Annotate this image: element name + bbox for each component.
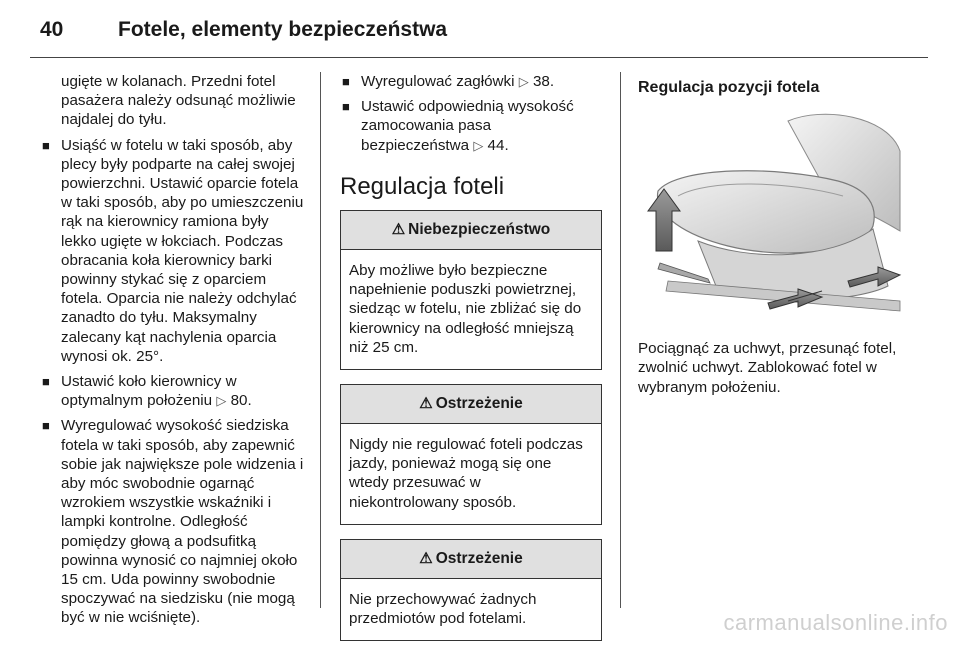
- figure-caption: Pociągnąć za uchwyt, przesunąć fotel, zwolnić uchwyt. Zablokować fotel w wybranym położeniu.: [638, 340, 897, 396]
- page-title: Fotele, elementy bezpieczeństwa: [118, 18, 448, 41]
- warning-title: Niebezpieczeństwo: [408, 221, 551, 239]
- warning-text: Nigdy nie regulować foteli podczas jazdy, ponieważ mogą się one wtedy przesuwać w niekontrolowany sposób.: [349, 436, 583, 511]
- subsection-heading: Regulacja pozycji fotela: [638, 79, 820, 96]
- page-reference[interactable]: 44.: [487, 136, 509, 154]
- list-item: [40, 372, 306, 410]
- warning-box: [340, 539, 602, 641]
- list-item: [40, 416, 306, 627]
- warning-header: [341, 540, 601, 579]
- page-reference[interactable]: 80.: [230, 392, 252, 410]
- header-divider: [30, 57, 928, 58]
- warning-header: [341, 211, 601, 250]
- column-divider: [620, 72, 621, 608]
- warning-title: Ostrzeżenie: [435, 550, 523, 568]
- list-item-text: Wyregulować zagłówki: [361, 73, 515, 90]
- watermark: carmanualsonline.info: [723, 610, 948, 635]
- list-item-text: Ustawić odpowiednią wysokość zamocowania pasa bezpieczeństwa: [361, 98, 574, 154]
- square-bullet-icon: ■: [42, 418, 50, 434]
- list-item-text: Ustawić koło kierownicy w optymalnym położeniu: [61, 373, 237, 410]
- page-number: 40: [40, 18, 64, 41]
- section-heading: Regulacja foteli: [340, 172, 505, 200]
- seat-adjustment-illustration: [638, 111, 902, 321]
- page-header: [0, 0, 960, 60]
- square-bullet-icon: ■: [42, 374, 50, 390]
- danger-box: [340, 210, 602, 370]
- list-item: [340, 97, 602, 155]
- warning-header: [341, 385, 601, 424]
- reference-triangle-icon: ▷: [473, 137, 484, 153]
- warning-triangle-icon: ⚠: [419, 395, 433, 413]
- seat-illustration: [638, 111, 902, 321]
- list-item-text: Wyregulować wysokość siedziska fotela w taki sposób, aby zapewnić sobie jak największe pole widzenia i aby móc swobodnie ogarnąć wzrokiem wszystkie wskaźniki i lampki kontrolne. Odległość pomiędzy głową a podsufitką powinna wynosić co najmniej około 15 cm. Uda powinny swobodnie spoczywać na siedzisku (nie mogą być w nie wciśnięte).: [61, 417, 304, 627]
- square-bullet-icon: ■: [342, 99, 350, 115]
- warning-text: Nie przechowywać żadnych przedmiotów pod fotelami.: [349, 590, 537, 628]
- column-middle: [340, 72, 602, 655]
- warning-triangle-icon: ⚠: [419, 550, 433, 568]
- continuation-text: ugięte w kolanach. Przedni fotel pasażera należy odsunąć możliwie najdalej do tyłu.: [61, 73, 296, 129]
- list-item: [40, 136, 306, 366]
- square-bullet-icon: ■: [342, 74, 350, 89]
- column-divider: [320, 72, 321, 608]
- page-reference[interactable]: 38.: [532, 73, 555, 90]
- square-bullet-icon: ■: [42, 137, 50, 153]
- warning-triangle-icon: ⚠: [391, 221, 406, 239]
- list-item-text: Usiąść w fotelu w taki sposób, aby plecy były podparte na całej swojej powierzchni. Ustawić oparcie fotela w taki sposób, aby po umieszczeniu rąk na kierownicy ramiona były lekko ugięte w łokciach. Podczas obracania koła kierownicy barki powinny stykać się z oparciem fotela. Oparcia nie należy odchylać zanadto do tyłu. Maksymalny zalecany kąt nachylenia oparcia wynosi ok. 25°.: [61, 136, 304, 365]
- reference-triangle-icon: ▷: [216, 393, 227, 409]
- reference-triangle-icon: ▷: [518, 74, 529, 89]
- column-left: [40, 72, 306, 634]
- warning-box: [340, 384, 602, 525]
- warning-title: Ostrzeżenie: [435, 395, 523, 413]
- warning-text: Aby możliwe było bezpieczne napełnienie poduszki powietrznej, siedząc w fotelu, nie zbliżać się do kierownicy na odległość mniejszą niż 25 cm.: [349, 262, 582, 356]
- column-right: [638, 72, 900, 403]
- list-item: [340, 72, 602, 91]
